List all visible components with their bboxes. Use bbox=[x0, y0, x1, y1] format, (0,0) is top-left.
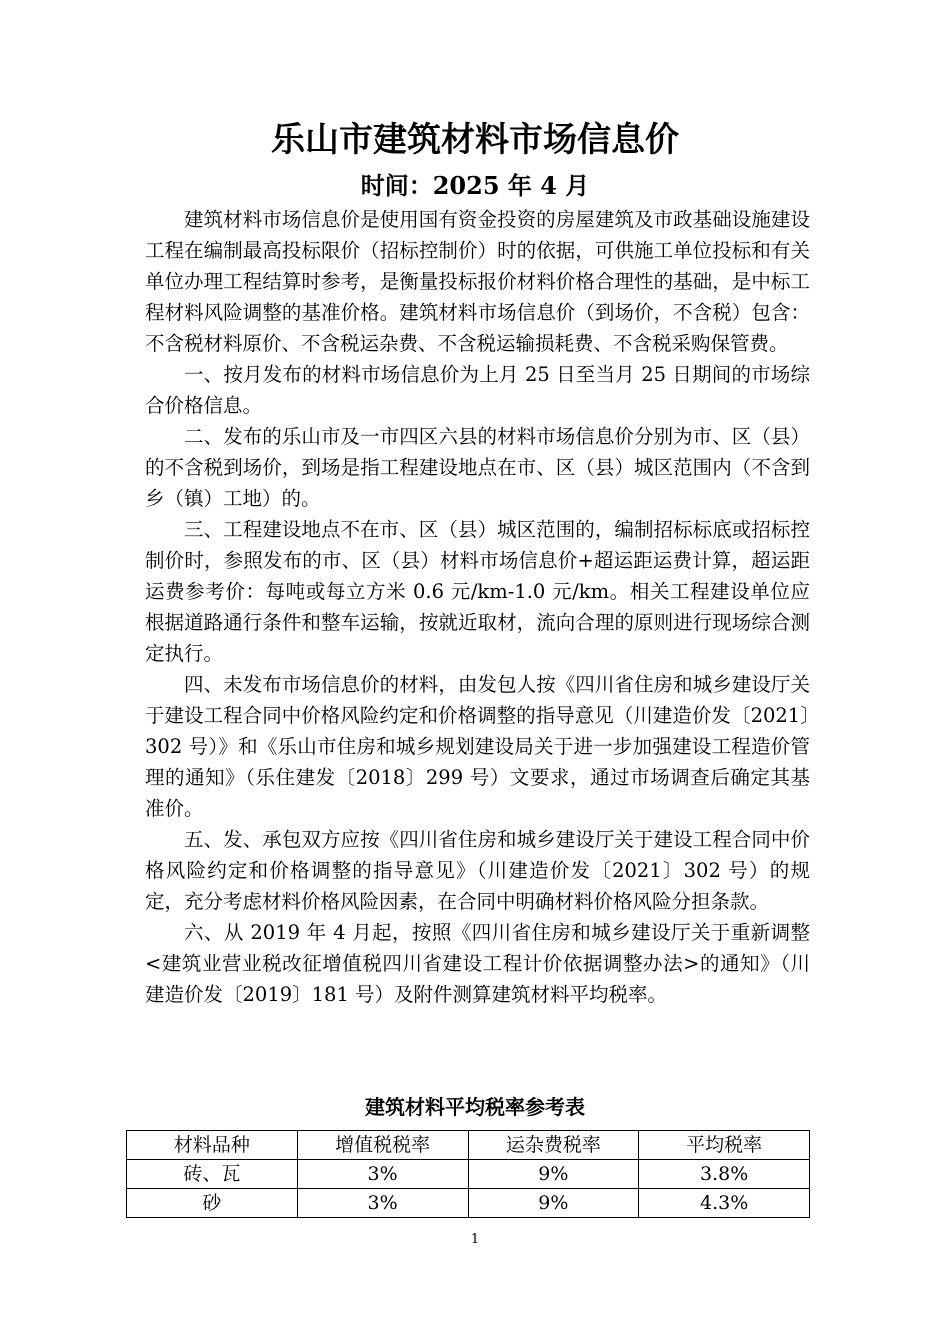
cell-average-rate: 3.8% bbox=[639, 1160, 810, 1189]
cell-vat-rate: 3% bbox=[297, 1189, 468, 1218]
header-material: 材料品种 bbox=[127, 1131, 298, 1160]
tax-rate-table bbox=[126, 1130, 810, 1218]
body-text bbox=[145, 204, 810, 1010]
cell-freight-rate: 9% bbox=[468, 1160, 639, 1189]
cell-material: 砖、瓦 bbox=[127, 1160, 298, 1189]
cell-freight-rate: 9% bbox=[468, 1189, 639, 1218]
clause-6-paragraph: 六、从 2019 年 4 月起，按照《四川省住房和城乡建设厅关于重新调整<建筑业营业税改征增值税四川省建设工程计价依据调整办法>的通知》（川建造价发〔2019〕181 号）及附件测算建筑材料平均税率。 bbox=[145, 921, 810, 1006]
table-caption: 建筑材料平均税率参考表 bbox=[365, 1095, 585, 1119]
clause-3-paragraph: 三、工程建设地点不在市、区（县）城区范围的，编制招标标底或招标控制价时，参照发布的市、区（县）材料市场信息价+超运距运费计算，超运距运费参考价：每吨或每立方米 0.6 元/km-1.0 元/km。相关工程建设单位应根据道路通行条件和整车运输，按就近取材，流向合理的原则进行现场综合测定执行。 bbox=[145, 518, 810, 665]
page-number: 1 bbox=[470, 1232, 480, 1247]
header-freight-rate: 运杂费税率 bbox=[468, 1131, 639, 1160]
clause-2-paragraph: 二、发布的乐山市及一市四区六县的材料市场信息价分别为市、区（县）的不含税到场价，到场是指工程建设地点在市、区（县）城区范围内（不含到乡（镇）工地）的。 bbox=[145, 425, 810, 510]
table-row bbox=[127, 1160, 810, 1189]
header-vat-rate: 增值税税率 bbox=[297, 1131, 468, 1160]
document-title: 乐山市建筑材料市场信息价 bbox=[271, 120, 679, 160]
table-row bbox=[127, 1189, 810, 1218]
cell-material: 砂 bbox=[127, 1189, 298, 1218]
header-average-rate: 平均税率 bbox=[639, 1131, 810, 1160]
cell-average-rate: 4.3% bbox=[639, 1189, 810, 1218]
clause-4-paragraph: 四、未发布市场信息价的材料，由发包人按《四川省住房和城乡建设厅关于建设工程合同中价格风险约定和价格调整的指导意见（川建造价发〔2021〕302 号）》和《乐山市住房和城乡规划建设局关于进一步加强建设工程造价管理的通知》（乐住建发〔2018〕299 号）文要求，通过市场调查后确定其基准价。 bbox=[145, 673, 810, 820]
clause-1-paragraph: 一、按月发布的材料市场信息价为上月 25 日至当月 25 日期间的市场综合价格信息。 bbox=[145, 363, 810, 417]
intro-paragraph: 建筑材料市场信息价是使用国有资金投资的房屋建筑及市政基础设施建设工程在编制最高投标限价（招标控制价）时的依据，可供施工单位投标和有关单位办理工程结算时参考，是衡量投标报价材料价格合理性的基础，是中标工程材料风险调整的基准价格。建筑材料市场信息价（到场价，不含税）包含：不含税材料原价、不含税运杂费、不含税运输损耗费、不含税采购保管费。 bbox=[145, 208, 810, 355]
table-header-row bbox=[127, 1131, 810, 1160]
cell-vat-rate: 3% bbox=[297, 1160, 468, 1189]
clause-5-paragraph: 五、发、承包双方应按《四川省住房和城乡建设厅关于建设工程合同中价格风险约定和价格调整的指导意见》（川建造价发〔2021〕302 号）的规定，充分考虑材料价格风险因素，在合同中明确材料价格风险分担条款。 bbox=[145, 828, 810, 913]
date-line: 时间：2025 年 4 月 bbox=[360, 171, 590, 200]
